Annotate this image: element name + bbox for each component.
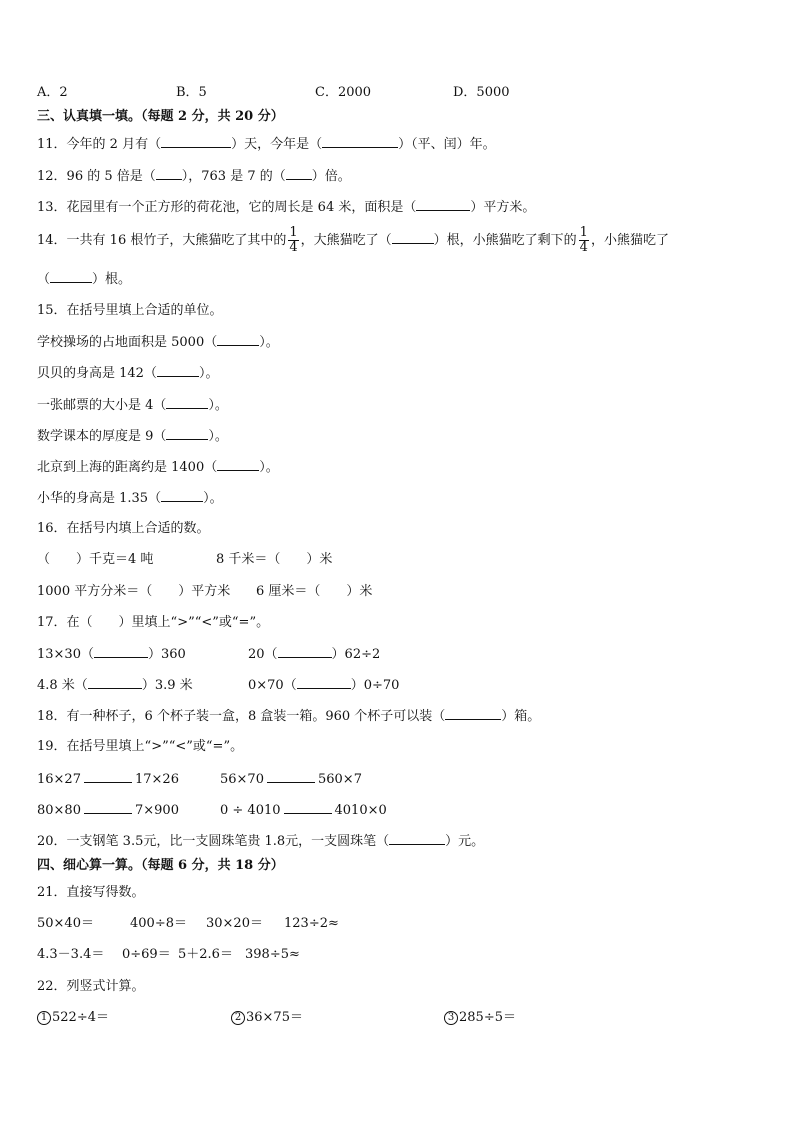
vertical-calc-item: 1 522÷4＝ (37, 1009, 109, 1027)
section-3-title: 三、认真填一填。（每题 2 分，共 20 分） (37, 109, 284, 124)
q19-item: 0 ÷ 4010 4010×0 (220, 803, 387, 818)
q15-item: 一张邮票的大小是 4（ ）。 (37, 398, 228, 413)
q16-item: （ ）千克＝4 吨 (37, 552, 154, 567)
answer-blank[interactable] (416, 198, 470, 211)
calc-item: 50×40＝ (37, 916, 94, 931)
answer-blank[interactable] (278, 645, 332, 658)
question-21-title: 21．直接写得数。 (37, 885, 145, 900)
q17-item: 4.8 米（ ）3.9 米 (37, 678, 193, 693)
option-d: D．5000 (453, 85, 510, 100)
answer-blank[interactable] (94, 645, 148, 658)
answer-blank[interactable] (267, 770, 315, 783)
option-b: B．5 (176, 85, 207, 100)
question-20: 20．一支钢笔 3.5元，比一支圆珠笔贵 1.8元，一支圆珠笔（ ）元。 (37, 834, 485, 849)
option-c: C．2000 (315, 85, 372, 100)
option-a: A．2 (37, 85, 68, 100)
fraction-one-quarter: $\frac{1}{4}$ (289, 225, 298, 255)
question-22-title: 22．列竖式计算。 (37, 979, 145, 994)
answer-blank[interactable] (84, 770, 132, 783)
calc-item: 0÷69＝ (122, 947, 171, 962)
calc-item: 30×20＝ (206, 916, 263, 931)
q19-item: 80×80 7×900 (37, 803, 179, 818)
circled-number: 3 (444, 1011, 458, 1025)
question-18: 18．有一种杯子，6 个杯子装一盒，8 盒装一箱。960 个杯子可以装（ ）箱。 (37, 709, 541, 724)
question-12: 12．96 的 5 倍是（ ），763 是 7 的（ ）倍。 (37, 169, 351, 184)
question-19-title: 19．在括号里填上“>”“<”或“=”。 (37, 739, 244, 754)
q17-item: 20（ ）62÷2 (248, 647, 381, 662)
circled-number: 2 (231, 1011, 245, 1025)
q15-item: 学校操场的占地面积是 5000（ ）。 (37, 335, 279, 350)
question-15-title: 15．在括号里填上合适的单位。 (37, 303, 223, 318)
q16-item: 1000 平方分米＝（ ）平方米 (37, 584, 231, 599)
q15-item: 小华的身高是 1.35（ ）。 (37, 491, 223, 506)
answer-blank[interactable] (166, 396, 208, 409)
question-11: 11．今年的 2 月有（ ）天，今年是（ ）（平、闰）年。 (37, 137, 496, 152)
answer-blank[interactable] (50, 270, 92, 283)
answer-blank[interactable] (157, 364, 199, 377)
section-4-title: 四、细心算一算。（每题 6 分，共 18 分） (37, 858, 284, 873)
answer-blank[interactable] (161, 135, 231, 148)
answer-blank[interactable] (284, 801, 332, 814)
answer-blank[interactable] (445, 707, 501, 720)
circled-number: 1 (37, 1011, 51, 1025)
calc-item: 4.3－3.4＝ (37, 947, 105, 962)
answer-blank[interactable] (161, 489, 203, 502)
question-13: 13．花园里有一个正方形的荷花池，它的周长是 64 米，面积是（ ）平方米。 (37, 200, 536, 215)
vertical-calc-item: 3 285÷5＝ (444, 1009, 516, 1027)
answer-blank[interactable] (166, 427, 208, 440)
answer-blank[interactable] (84, 801, 132, 814)
question-14-cont: （ ）根。 (37, 272, 132, 287)
answer-blank[interactable] (392, 231, 434, 244)
question-16-title: 16．在括号内填上合适的数。 (37, 521, 210, 536)
answer-blank[interactable] (88, 676, 142, 689)
calc-item: 398÷5≈ (245, 947, 300, 962)
answer-blank[interactable] (217, 458, 259, 471)
answer-blank[interactable] (322, 135, 398, 148)
answer-blank[interactable] (217, 333, 259, 346)
q17-item: 13×30（ ）360 (37, 647, 186, 662)
calc-item: 5＋2.6＝ (178, 947, 233, 962)
q19-item: 16×27 17×26 (37, 772, 179, 787)
q16-item: 6 厘米＝（ ）米 (256, 584, 373, 599)
fraction-one-quarter: $\frac{1}{4}$ (579, 225, 588, 255)
answer-blank[interactable] (286, 167, 312, 180)
question-14: 14．一共有 16 根竹子，大熊猫吃了其中的 $\frac{1}{4}$ ，大熊猫吃了（ ）根，小熊猫吃了剩下的 $\frac{1}{4}$ ，小熊猫吃了 (37, 225, 669, 255)
q15-item: 北京到上海的距离约是 1400（ ）。 (37, 460, 279, 475)
vertical-calc-item: 2 36×75＝ (231, 1009, 303, 1027)
question-17-title: 17．在（ ）里填上“>”“<”或“=”。 (37, 615, 270, 630)
q16-item: 8 千米＝（ ）米 (216, 552, 333, 567)
answer-blank[interactable] (297, 676, 351, 689)
q15-item: 贝贝的身高是 142（ ）。 (37, 366, 219, 381)
calc-item: 123÷2≈ (284, 916, 339, 931)
q17-item: 0×70（ ）0÷70 (248, 678, 400, 693)
q15-item: 数学课本的厚度是 9（ ）。 (37, 429, 228, 444)
calc-item: 400÷8＝ (130, 916, 187, 931)
answer-blank[interactable] (389, 832, 445, 845)
q19-item: 56×70 560×7 (220, 772, 362, 787)
answer-blank[interactable] (156, 167, 182, 180)
